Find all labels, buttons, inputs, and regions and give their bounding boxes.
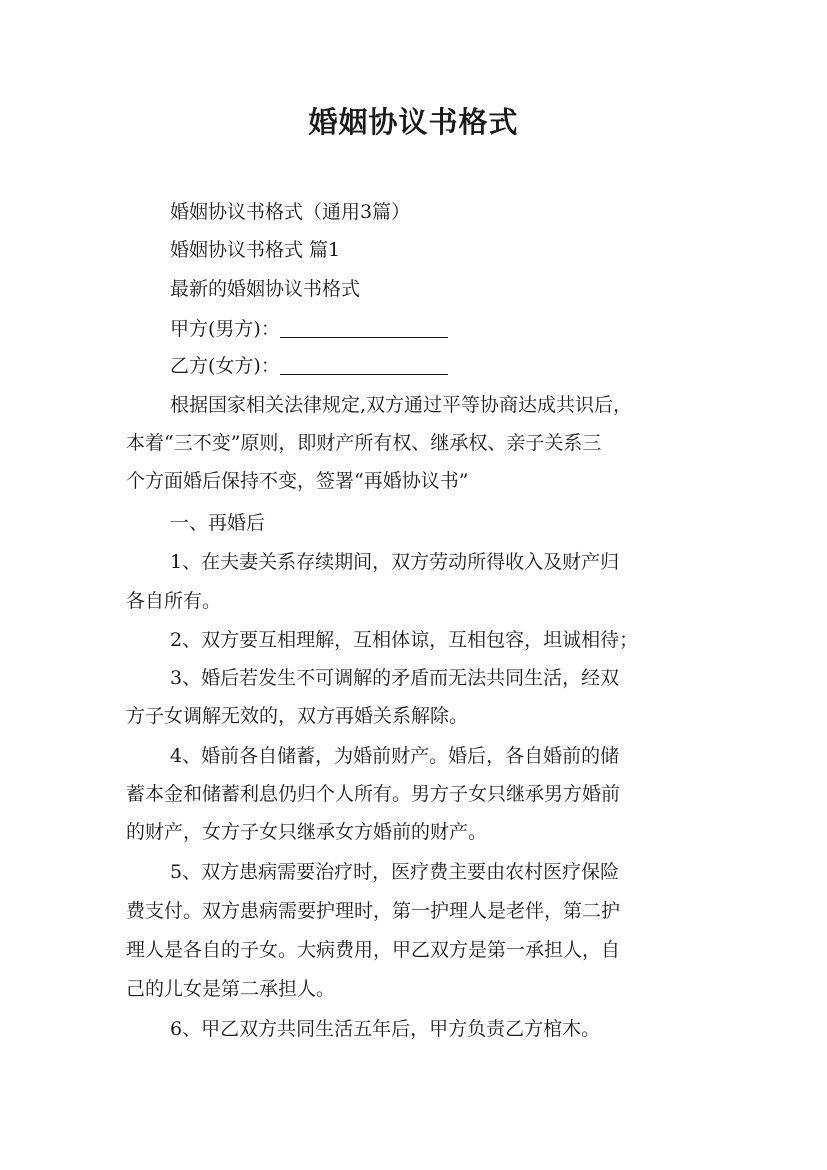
party-a-blank <box>280 317 448 338</box>
paragraph-line: 的财产，女方子女只继承女方婚前的财产。 <box>126 821 488 843</box>
paragraph-line: 个方面婚后保持不变，签署“再婚协议书” <box>126 470 469 492</box>
paragraph-line: 6、甲乙双方共同生活五年后，甲方负责乙方棺木。 <box>170 1018 601 1040</box>
section-subheading: 最新的婚姻协议书格式 <box>170 278 361 300</box>
paragraph-line: 方子女调解无效的，双方再婚关系解除。 <box>126 705 469 727</box>
paragraph-line: 蓄本金和储蓄利息仍归个人所有。男方子女只继承男方婚前 <box>126 783 621 805</box>
paragraph-line: 3、婚后若发生不可调解的矛盾而无法共同生活，经双 <box>170 667 620 689</box>
paragraph-line: 4、婚前各自储蓄，为婚前财产。婚后，各自婚前的储 <box>170 745 620 767</box>
paragraph-line: 本着“三不变”原则，即财产所有权、继承权、亲子关系三 <box>126 432 602 454</box>
subtitle-line: 婚姻协议书格式（通用3篇） <box>170 201 411 223</box>
section-heading: 婚姻协议书格式 篇1 <box>170 239 341 261</box>
party-b-blank <box>280 354 448 375</box>
paragraph-line: 理人是各自的子女。大病费用，甲乙双方是第一承担人，自 <box>126 939 621 961</box>
party-b-line <box>170 352 760 380</box>
party-a-line <box>170 315 760 343</box>
paragraph-line: 根据国家相关法律规定,双方通过平等协商达成共识后， <box>170 394 633 416</box>
document-title: 婚姻协议书格式 <box>308 105 519 139</box>
paragraph-line: 2、双方要互相理解，互相体谅，互相包容，坦诚相待； <box>170 629 639 651</box>
party-b-label: 乙方(女方)： <box>170 355 280 377</box>
party-a-label: 甲方(男方)： <box>170 318 280 340</box>
clause-heading: 一、再婚后 <box>170 512 266 534</box>
paragraph-line: 1、在夫妻关系存续期间，双方劳动所得收入及财产归 <box>170 551 620 573</box>
paragraph-line: 费支付。双方患病需要护理时，第一护理人是老伴，第二护 <box>126 900 621 922</box>
paragraph-line: 己的儿女是第二承担人。 <box>126 978 336 1000</box>
paragraph-line: 5、双方患病需要治疗时，医疗费主要由农村医疗保险 <box>170 861 620 883</box>
paragraph-line: 各自所有。 <box>126 590 222 612</box>
